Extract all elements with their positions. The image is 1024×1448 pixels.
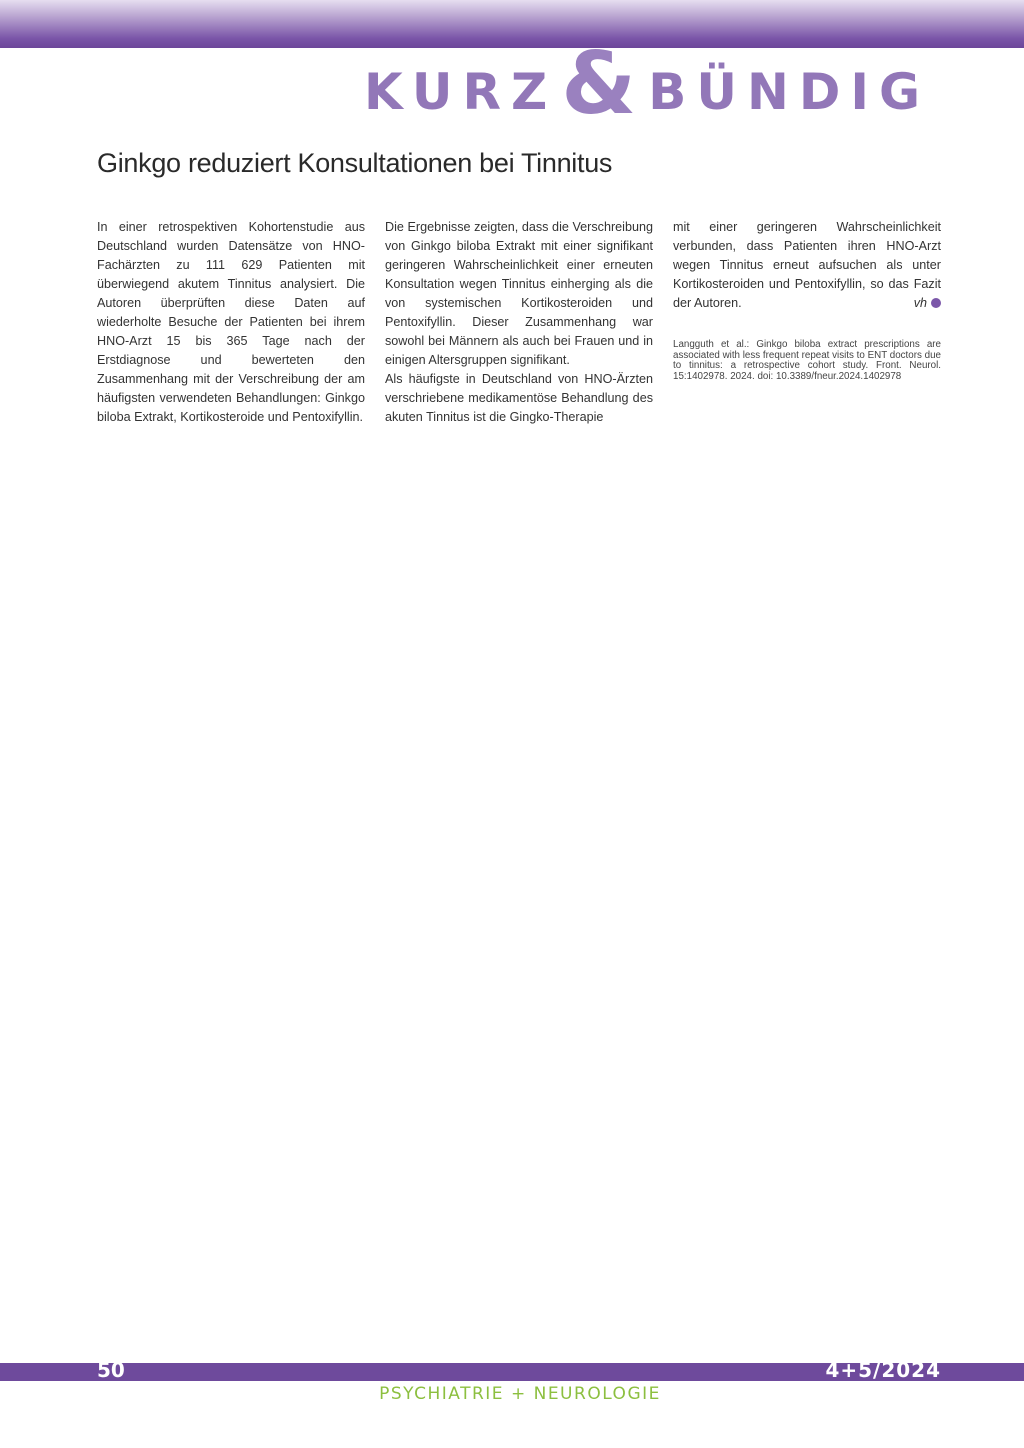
issue-number: 4+5/2024 <box>825 1358 941 1382</box>
end-mark-dot-icon <box>931 298 941 308</box>
article-paragraph: Die Ergebnisse zeigten, dass die Verschreibung von Ginkgo biloba Extrakt mit einer signifikant geringeren Wahrscheinlichkeit einer erneuten Konsultation wegen Tinnitus einherging als die von systemischen Kortikosteroiden und Pentoxifyllin. Dieser Zusammenhang war sowohl bei Männern als auch bei Frauen und in einigen Altersgruppen signifikant. <box>385 220 653 367</box>
page-number: 50 <box>97 1358 125 1382</box>
article-headline: Ginkgo reduziert Konsultationen bei Tinnitus <box>97 148 613 178</box>
author-initials: vh <box>913 296 927 310</box>
section-title-ampersand: & <box>561 34 637 134</box>
reference-citation: Langguth et al.: Ginkgo biloba extract prescriptions are associated with less frequent repeat visits to ENT doctors due to tinnitus: a retrospective cohort study. Front. Neurol. 15:1402978. 2024. doi: 10.3389/fneur.2024.1402978 <box>673 339 941 382</box>
article-paragraph: Als häufigste in Deutschland von HNO-Ärzten verschriebene medikamentöse Behandlung des akuten Tinnitus ist die Gingko-Therapie <box>385 372 653 424</box>
article-paragraph: In einer retrospektiven Kohortenstudie aus Deutschland wurden Datensätze von HNO-Fachärzten zu 111 629 Patienten mit überwiegend akutem Tinnitus analysiert. Die Autoren überprüften diese Daten auf wiederholte Besuche der Patienten bei ihrem HNO-Arzt 15 bis 365 Tage nach der Erstdiagnose und bewerteten den Zusammenhang mit der Verschreibung der am häufigsten verwendeten Behandlungen: Ginkgo biloba Extrakt, Kortikosteroide und Pentoxifyllin. <box>97 220 365 424</box>
article-column-2 <box>385 218 653 427</box>
article-paragraph: mit einer geringeren Wahrscheinlichkeit verbunden, dass Patienten ihren HNO-Arzt wegen Tinnitus erneut aufsuchen als unter Kortikosteroiden und Pentoxifyllin, so das Fazit der Autoren. <box>673 220 941 310</box>
article-column-3 <box>673 218 941 382</box>
journal-name: PSYCHIATRIE + NEUROLOGIE <box>379 1384 661 1404</box>
section-title-word-2: BÜNDIG <box>648 63 930 121</box>
section-title <box>0 30 930 134</box>
article-column-1 <box>97 218 365 427</box>
section-title-word-1: KURZ <box>364 63 558 121</box>
